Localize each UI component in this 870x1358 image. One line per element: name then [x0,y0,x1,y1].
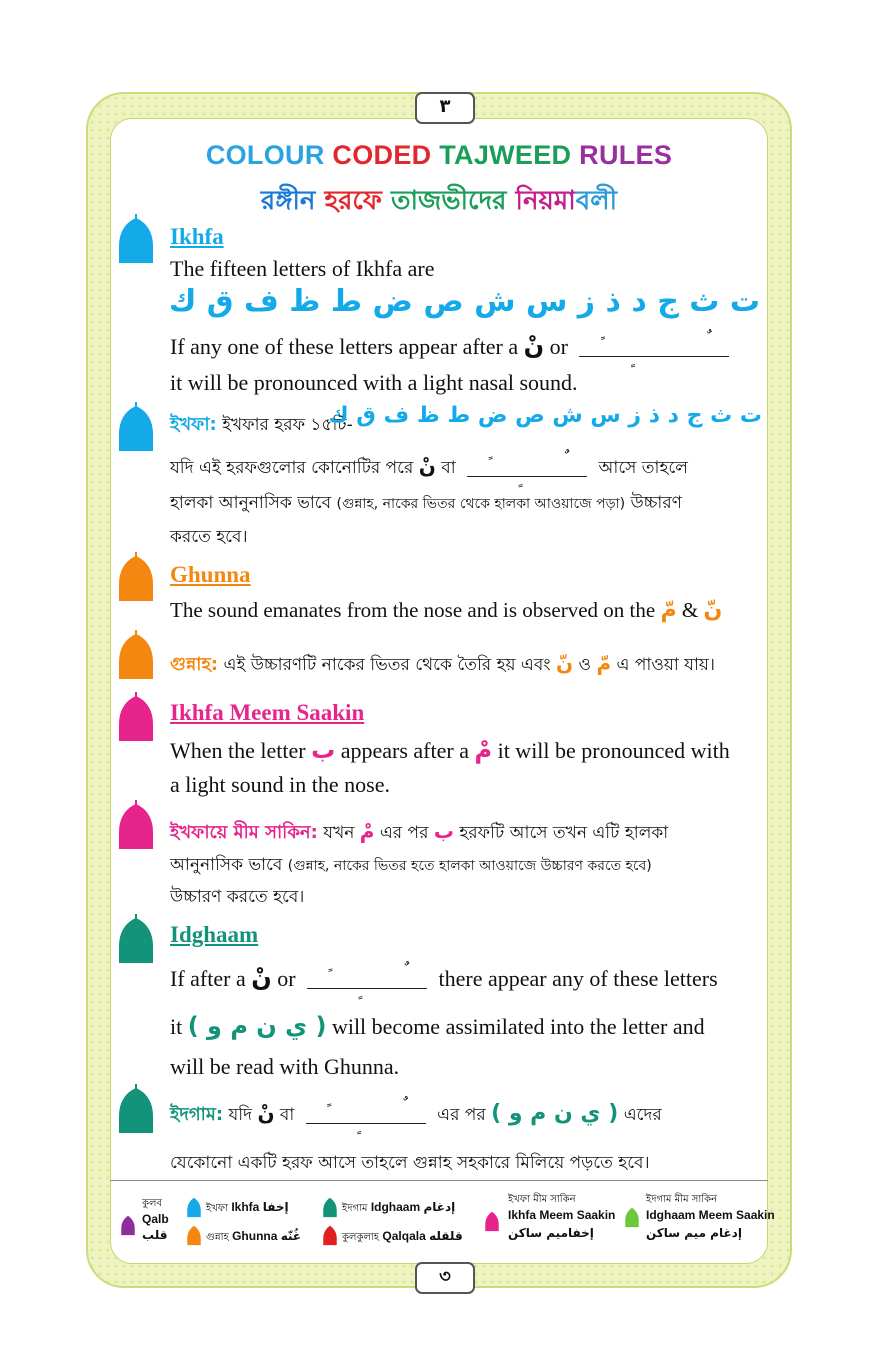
arabic-nun-shadda: نّ [556,651,574,675]
text: & [681,598,699,622]
ikhfa-meem-heading: Ikhfa Meem Saakin [170,700,365,725]
text: there appear any of these letters [438,966,718,991]
text: it [170,1014,183,1039]
legend-ikhfa-dome-icon [186,1196,202,1218]
title-word: তাজভীদের [390,186,516,216]
text: will become assimilated into the letter and [331,1014,705,1039]
text: If after a [170,966,246,991]
ikhfa-bengali-line3 [170,490,682,518]
text: If any one of these letters appear after a [170,334,519,359]
text: it will be pronounced with [497,738,730,763]
text: হরফটি আসে তখন এটি হালকা [459,823,669,843]
ikhfa-meem-bengali-line1 [170,818,668,849]
legend-ikhfa-bn: ইখফা [206,1203,228,1214]
legend-ikhfa-en: Ikhfa [231,1200,260,1214]
legend-ikhfa [206,1200,289,1218]
idghaam-heading: Idghaam [170,922,259,947]
legend-idghaam-meem-bn: ইদগাম মীম সাকিন [646,1194,718,1205]
legend-ghunna-ar: غُنّه [280,1229,302,1243]
legend-qalqala-bn: কুলকুলাহ [342,1232,380,1243]
legend-divider [110,1180,768,1181]
title-word: বলী [575,186,618,216]
legend-ikhfa-meem-en: Ikhfa Meem Saakin [508,1208,616,1222]
tanween-blank [307,972,427,989]
idghaam-bengali-line2: যেকোনো একটি হরফ আসে তাহলে গুন্নাহ সহকারে মিলিয়ে পড়তে হবে। [170,1153,650,1173]
text: The sound emanates from the nose and is observed on the [170,598,656,622]
legend-qalqala-ar: قلقله [429,1229,463,1243]
text: যদি এই হরফগুলোর কোনোটির পরে [170,458,414,478]
legend-ghunna-en: Ghunna [232,1229,278,1243]
legend-ghunna-dome-icon [186,1224,202,1246]
page-title [110,140,768,171]
idghaam-dome-icon [117,1082,155,1134]
legend-ikhfa-ar: إخفا [262,1200,289,1214]
title-word: রঙ্গীন [260,186,325,216]
arabic-nun-shadda: نّ [703,598,723,623]
text: আনুনাসিক ভাবে [170,855,283,875]
ikhfa-bengali-line4: করতে হবে। [170,527,248,547]
ikhfa-bengali-line2 [170,454,688,483]
ikhfa-line2 [170,332,735,360]
ikhfa-meem-bengali-line2 [170,852,652,880]
text: ও [578,655,592,675]
ghunna-heading: Ghunna [170,562,251,587]
idghaam-line2 [170,1012,705,1040]
text: এই উচ্চারণটি নাকের ভিতর থেকে তৈরি হয় এবং [223,655,551,675]
bengali-heading: ইখফা: [170,414,217,435]
ikhfa-line3: it will be pronounced with a light nasal sound. [170,370,578,395]
ghunna-dome-icon [117,628,155,680]
ikhfa-dome-icon [117,400,155,452]
ikhfa-meem-line2: a light sound in the nose. [170,772,390,797]
title-word: TAJWEED [439,140,572,170]
text: এদের [623,1105,662,1125]
legend-qalb-en: Qalb [142,1212,169,1226]
idghaam-line1 [170,964,718,992]
text: আসে তাহলে [598,458,688,478]
idghaam-letters: ( ي ن م و ) [187,1012,327,1040]
tanween-blank [306,1107,426,1124]
legend-ikhfa-meem-ar: إخفاميم ساكن [508,1226,594,1240]
text: When the letter [170,738,306,763]
title-word: নিয়মা [515,186,576,216]
page-title-bengali [110,180,768,224]
arabic-ba: ب [311,736,336,764]
arabic-noon-sakin: نْ [418,454,436,478]
text: (গুন্নাহ, নাকের ভিতর থেকে হালকা আওয়াজে পড়া) [336,496,626,512]
ikhfa-meem-dome-icon [117,798,155,850]
legend-qalqala [342,1229,463,1247]
ikhfa-meem-line1 [170,736,730,764]
arabic-mim-sakin: مْ [474,736,493,764]
ikhfa-letters-bengali-row: ت ث ج د ذ ز س ش ص ض ط ظ ف ق ك [328,403,762,428]
legend-idghaam-dome-icon [322,1196,338,1218]
legend-idghaam-en: Idghaam [370,1200,421,1214]
ghunna-dome-icon [117,550,155,602]
legend-idghaam-meem-ar: إدغام ميم ساكن [646,1226,742,1240]
tanween-blank [579,340,729,357]
legend-qalqala-en: Qalqala [382,1229,426,1243]
ikhfa-heading: Ikhfa [170,224,224,249]
text: এর পর [379,823,429,843]
text: or [277,966,296,991]
text: এ পাওয়া যায়। [616,655,715,675]
idghaam-letters: ( ي ن م و ) [491,1101,619,1126]
text: যখন [323,823,355,843]
text: ইখফার হরফ ১৫টি- [222,415,353,435]
text: বা [279,1105,295,1125]
legend-ghunna-bn: গুন্নাহ [206,1232,229,1243]
arabic-mim-sakin: مْ [359,819,375,843]
bengali-heading: গুন্নাহ: [170,654,219,675]
text: এর পর [437,1105,486,1125]
text: হালকা আনুনাসিক ভাবে [170,493,332,513]
idghaam-dome-icon [117,912,155,964]
tanween-blank [467,460,587,477]
idghaam-line3: will be read with Ghunna. [170,1054,400,1079]
legend-qalb-bn: কুলব [142,1198,163,1209]
arabic-mim-shadda: مّ [596,651,612,675]
legend-idghaam [342,1200,455,1218]
arabic-noon-sakin: نْ [257,1101,275,1125]
title-word: CODED [324,140,440,170]
title-word: COLOUR [205,140,325,170]
ikhfa-meem-dome-icon [117,690,155,742]
text: উচ্চারণ [630,493,682,513]
title-word: হরফে [324,186,391,216]
legend-ikhfa-meem-bn: ইখফা মীম সাকিন [508,1194,576,1205]
text: appears after a [340,738,469,763]
ghunna-line1 [170,598,722,623]
page-number-top: ٣ [415,92,475,124]
text: (গুন্নাহ, নাকের ভিতর হতে হালকা আওয়াজে উচ্চারণ করতে হবে) [287,858,652,874]
legend-qalb-dome-icon [120,1214,136,1236]
ikhfa-meem-bengali-line3: উচ্চারণ করতে হবে। [170,887,305,907]
title-word: RULES [571,140,673,170]
ikhfa-line1: The fifteen letters of Ikhfa are [170,256,435,281]
idghaam-bengali-line1 [170,1100,662,1131]
text: or [549,334,568,359]
ghunna-bengali-line1 [170,650,715,681]
arabic-mim-shadda: مّ [660,598,677,623]
arabic-noon-sakin: نْ [251,964,272,992]
legend-ikhfa-meem-dome-icon [484,1210,500,1232]
ikhfa-bengali-line1 [170,410,353,441]
arabic-ba: ب [433,819,454,843]
legend-idghaam-meem-en: Idghaam Meem Saakin [646,1208,775,1222]
legend-qalqala-dome-icon [322,1224,338,1246]
arabic-noon-sakin: نْ [523,332,545,360]
legend-idghaam-ar: إدغام [423,1200,456,1214]
text: যদি [228,1105,253,1125]
ikhfa-dome-icon [117,212,155,264]
legend-qalb-ar: قلب [142,1228,168,1242]
page-number-bottom: ৩ [415,1262,475,1294]
legend-ghunna [206,1229,301,1247]
legend-idghaam-bn: ইদগাম [342,1203,368,1214]
ikhfa-letters: ت ث ج د ذ ز س ش ص ض ط ظ ف ق ك [168,284,760,319]
legend-idghaam-meem-dome-icon [624,1206,640,1228]
bengali-heading: ইখফায়ে মীম সাকিন: [170,822,318,843]
bengali-heading: ইদগাম: [170,1104,224,1125]
text: বা [441,458,456,478]
